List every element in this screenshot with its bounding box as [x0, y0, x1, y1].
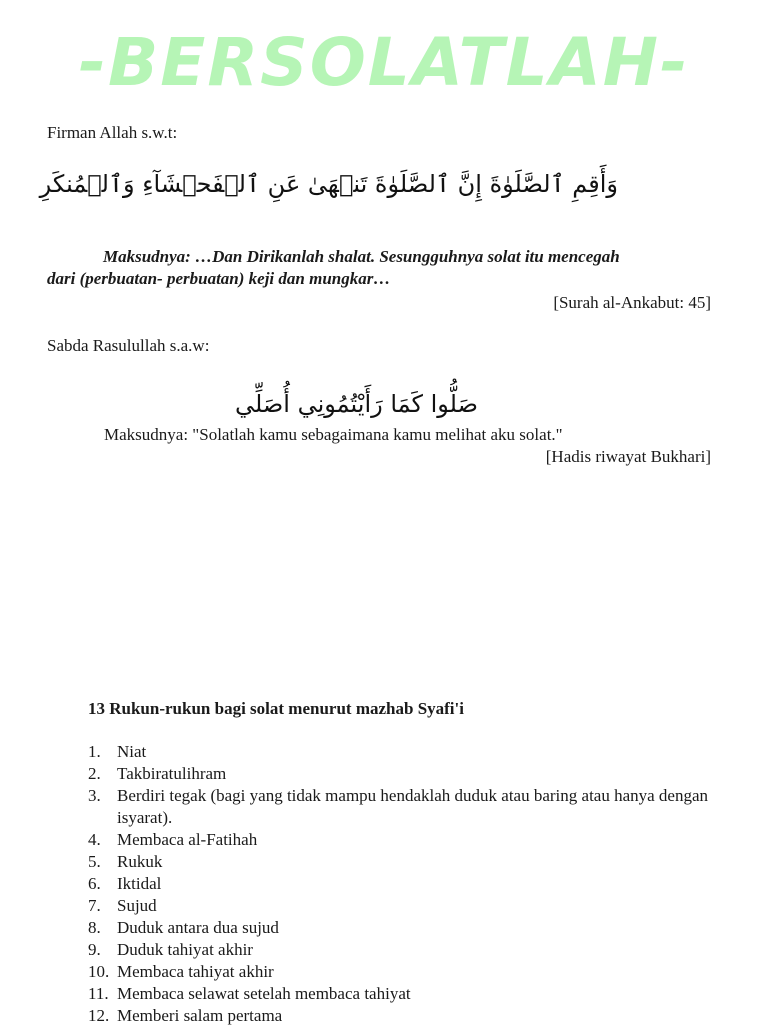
- hadith-arabic: صَلُّوا كَمَا رَأَيْتُمُونِي أُصَلِّي: [234, 390, 478, 418]
- list-item-number: 12.: [88, 1006, 110, 1025]
- list-item: [88, 829, 738, 851]
- list-item-text: Berdiri tegak (bagi yang tidak mampu hendaklah duduk atau baring atau hanya dengan isyarat).: [117, 786, 709, 827]
- list-item-text: Sujud: [117, 896, 157, 915]
- list-item: [88, 917, 738, 939]
- list-item: [88, 961, 738, 983]
- list-item-number: 10.: [88, 962, 110, 981]
- rukun-heading: 13 Rukun-rukun bagi solat menurut mazhab Syafi'i: [88, 699, 464, 718]
- page-title: -BERSOLATLAH-: [78, 24, 690, 101]
- list-item-text: Membaca tahiyat akhir: [117, 962, 274, 981]
- hadith-intro: Sabda Rasulullah s.a.w:: [47, 336, 210, 355]
- list-item-number: 3.: [88, 786, 101, 805]
- list-item-number: 4.: [88, 830, 101, 849]
- list-item-text: Iktidal: [117, 874, 162, 893]
- list-item-number: 5.: [88, 852, 101, 871]
- list-item: [88, 763, 738, 785]
- list-item-number: 6.: [88, 874, 101, 893]
- quran-arabic-verse: وَأَقِمِ ٱلصَّلَوٰةَ إِنَّ ٱلصَّلَوٰةَ تَنۡهَىٰ عَنِ ٱلۡفَحۡشَآءِ وَٱلۡمُنكَرِ: [39, 170, 618, 198]
- quran-intro: Firman Allah s.w.t:: [47, 123, 178, 142]
- list-item-number: 1.: [88, 742, 101, 761]
- hadith-meaning: Maksudnya: "Solatlah kamu sebagaimana kamu melihat aku solat.": [104, 425, 563, 444]
- list-item: [88, 939, 738, 961]
- rukun-list: [88, 741, 738, 1027]
- list-item-text: Takbiratulihram: [117, 764, 227, 783]
- list-item-number: 9.: [88, 940, 101, 959]
- list-item-number: 7.: [88, 896, 101, 915]
- list-item-text: Duduk antara dua sujud: [117, 918, 279, 937]
- list-item-text: Duduk tahiyat akhir: [117, 940, 253, 959]
- hadith-reference: [Hadis riwayat Bukhari]: [545, 447, 711, 466]
- list-item: [88, 895, 738, 917]
- list-item: [88, 851, 738, 873]
- list-item-number: 2.: [88, 764, 101, 783]
- list-item-text: Membaca selawat setelah membaca tahiyat: [117, 984, 411, 1003]
- list-item-text: Rukuk: [117, 852, 163, 871]
- list-item-number: 11.: [88, 984, 109, 1003]
- list-item-text: Memberi salam pertama: [117, 1006, 283, 1025]
- list-item: [88, 873, 738, 895]
- list-item: [88, 741, 738, 763]
- list-item-text: Niat: [117, 742, 147, 761]
- quran-meaning-line2: dari (perbuatan- perbuatan) keji dan mungkar…: [47, 269, 391, 288]
- list-item: [88, 785, 738, 829]
- list-item: [88, 983, 738, 1005]
- list-item-number: 8.: [88, 918, 101, 937]
- list-item-text: Membaca al-Fatihah: [117, 830, 258, 849]
- quran-reference: [Surah al-Ankabut: 45]: [553, 293, 711, 312]
- quran-meaning-line1: Maksudnya: …Dan Dirikanlah shalat. Sesungguhnya solat itu mencegah: [103, 247, 620, 266]
